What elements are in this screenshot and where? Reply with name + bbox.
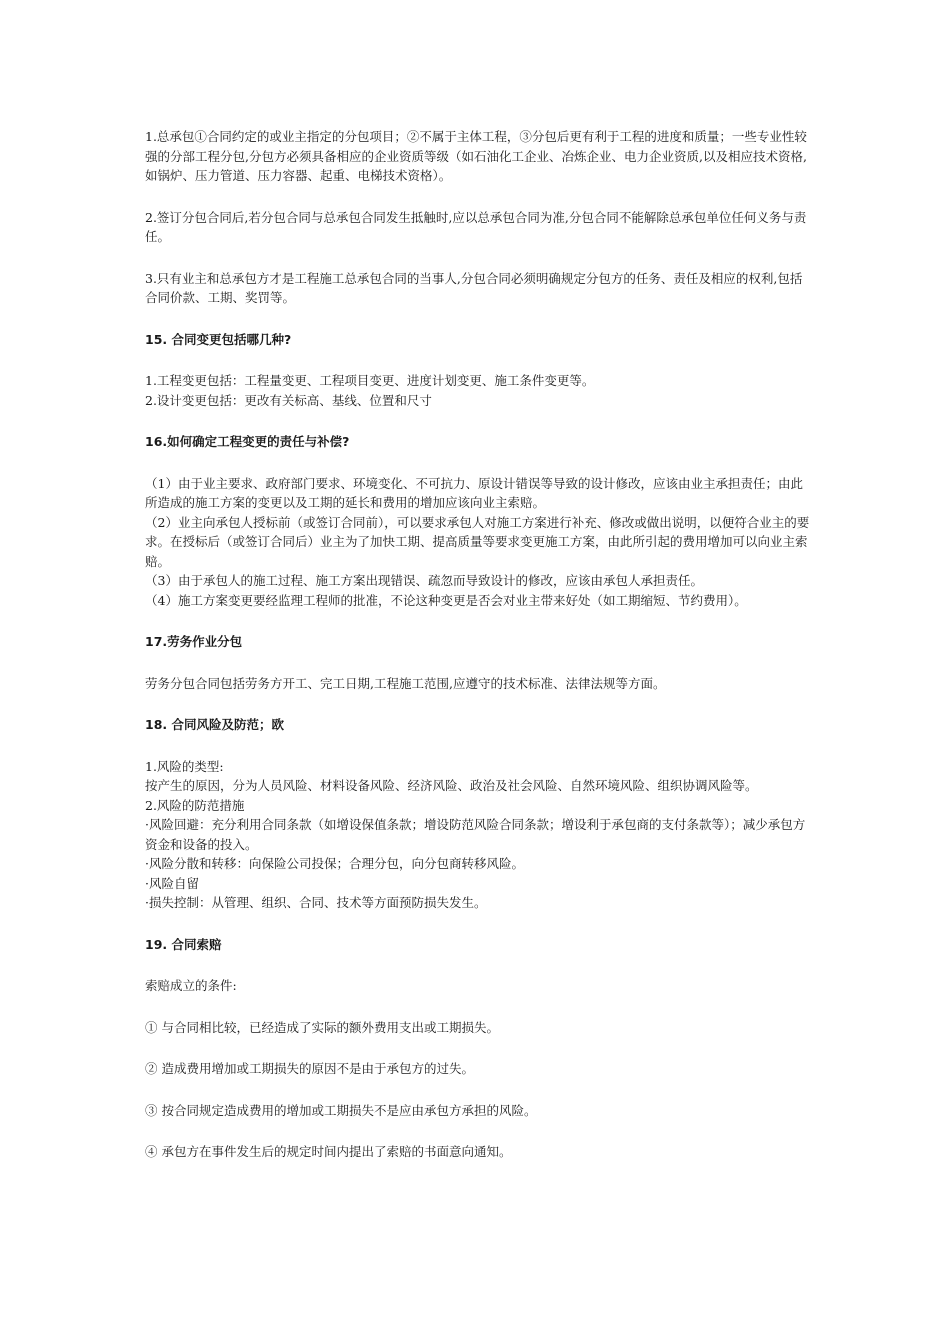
document-page: [145, 127, 813, 1162]
paragraph-contract-parties: 3.只有业主和总承包方才是工程施工总承包合同的当事人,分包合同必须明确规定分包方的任务、责任及相应的权利,包括合同价款、工期、奖罚等。: [145, 270, 803, 305]
list-item: （3）由于承包人的施工过程、施工方案出现错误、疏忽而导致设计的修改，应该由承包人承担责任。: [145, 573, 703, 588]
list-item: ·风险回避：充分利用合同条款（如增设保值条款；增设防范风险合同条款；增设利于承包商的支付条款等）；减少承包方资金和设备的投入。: [145, 817, 806, 852]
heading-16: 16.如何确定工程变更的责任与补偿?: [145, 434, 350, 449]
paragraph-subcontract-conditions: 1.总承包①合同约定的或业主指定的分包项目；②不属于主体工程，③分包后更有利于工程的进度和质量；一些专业性较强的分部工程分包,分包方必须具备相应的企业资质等级（如石油化工企业、冶炼企业、电力企业资质,以及相应技术资格,如锅炉、压力管道、压力容器、起重、电梯技术资格）。: [145, 129, 807, 183]
list-item: 按产生的原因，分为人员风险、材料设备风险、经济风险、政治及社会风险、自然环境风险、组织协调风险等。: [145, 778, 758, 793]
paragraph-subcontract-conflict: 2.签订分包合同后,若分包合同与总承包合同发生抵触时,应以总承包合同为准,分包合同不能解除总承包单位任何义务与责任。: [145, 209, 807, 244]
claim-condition-2: ② 造成费用增加或工期损失的原因不是由于承包方的过失。: [145, 1061, 474, 1076]
list-item: （4）施工方案变更要经监理工程师的批准，不论这种变更是否会对业主带来好处（如工期缩短、节约费用）。: [145, 592, 747, 608]
paragraph-claim-conditions: 索赔成立的条件:: [145, 978, 237, 993]
list-item: 1.工程变更包括：工程量变更、工程项目变更、进度计划变更、施工条件变更等。: [145, 373, 595, 388]
claim-condition-4: ④ 承包方在事件发生后的规定时间内提出了索赔的书面意向通知。: [145, 1144, 512, 1159]
paragraph-labor-subcontract: 劳务分包合同包括劳务方开工、完工日期,工程施工范围,应遵守的技术标准、法律法规等方面。: [145, 675, 666, 691]
list-item: ·风险分散和转移：向保险公司投保；合理分包，向分包商转移风险。: [145, 856, 524, 871]
list-item: （2）业主向承包人授标前（或签订合同前），可以要求承包人对施工方案进行补充、修改或做出说明，以便符合业主的要求。在授标后（或签订合同后）业主为了加快工期、提高质量等要求变更施工方案，由此所引起的费用增加可以向业主索赔。: [145, 514, 810, 569]
list-item: 2.风险的防范措施: [145, 797, 245, 813]
claim-condition-1: ① 与合同相比较，已经造成了实际的额外费用支出或工期损失。: [145, 1019, 499, 1035]
heading-19: 19. 合同索赔: [145, 936, 222, 952]
list-item: 2.设计变更包括：更改有关标高、基线、位置和尺寸: [145, 392, 432, 408]
heading-18: 18. 合同风险及防范；欧: [145, 717, 284, 732]
claim-condition-3: ③ 按合同规定造成费用的增加或工期损失不是应由承包方承担的风险。: [145, 1102, 537, 1118]
list-item: ·损失控制：从管理、组织、合同、技术等方面预防损失发生。: [145, 895, 487, 910]
list-item: ·风险自留: [145, 875, 199, 891]
heading-15: 15. 合同变更包括哪几种?: [145, 331, 292, 347]
list-item: 1.风险的类型:: [145, 758, 224, 774]
heading-17: 17.劳务作业分包: [145, 634, 243, 649]
list-item: （1）由于业主要求、政府部门要求、环境变化、不可抗力、原设计错误等导致的设计修改，应该由业主承担责任；由此所造成的施工方案的变更以及工期的延长和费用的增加应该向业主索赔。: [145, 475, 803, 510]
